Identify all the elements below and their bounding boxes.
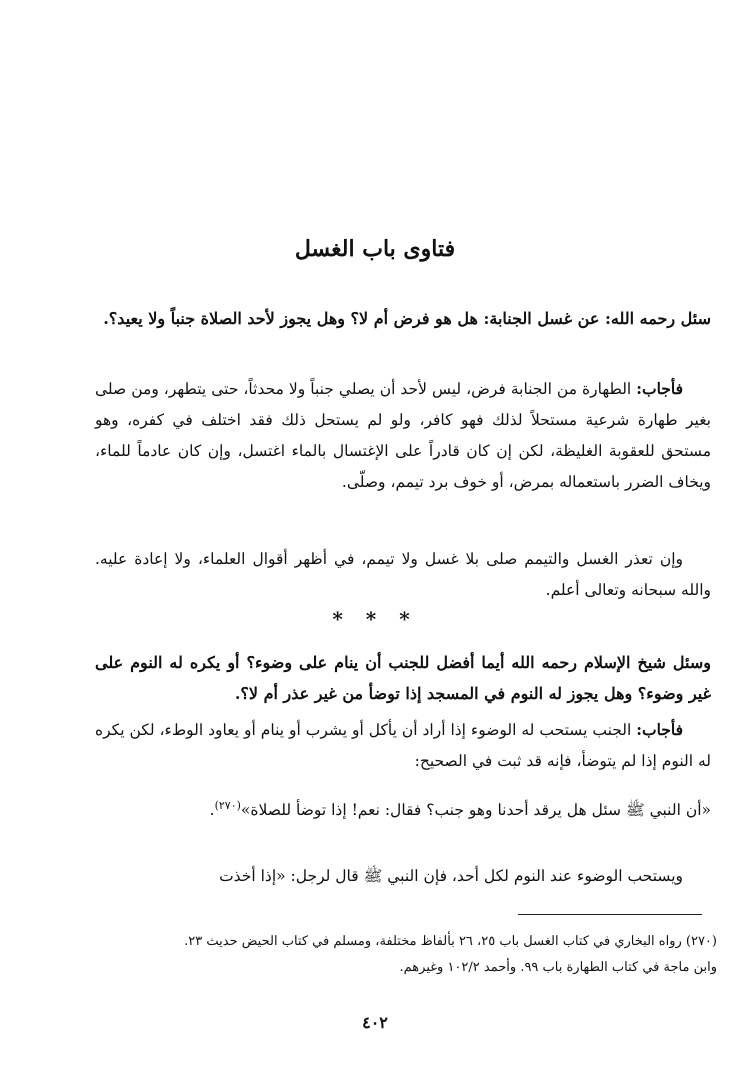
answer-1-lead: فأجاب:	[636, 379, 683, 398]
footnote-ref[interactable]: (٢٧٠)	[214, 799, 241, 812]
answer-2	[95, 714, 711, 777]
answer-1-text: الطهارة من الجنابة فرض، ليس لأحد أن يصلي جنباً ولا محدثاً، حتى يتطهر، ومن صلى بغير طهارة شرعية مستحلاً لذلك فهو كافر، ولو لم يستحل ذلك فقد اختلف في كفره، وهو مستحق للعقوبة الغليظة، لكن إن كان قادراً على الإغتسال بالماء اغتسل، وإن كان عادماً للماء، ويخاف الضرر باستعماله بمرض، أو خوف برد تيمم، وصلّى.	[95, 380, 711, 491]
question-2: وسئل شيخ الإسلام رحمه الله أيما أفضل للجنب أن ينام على وضوء؟ أو يكره له النوم على غير وضوء؟ وهل يجوز له النوم في المسجد إذا توضأ من غير عذر أم لا؟.	[95, 653, 711, 703]
section-separator: * * *	[332, 607, 418, 631]
footnote-line-2: وابن ماجة في كتاب الطهارة باب ٩٩. وأحمد ١٠٢/٢ وغيرهم.	[399, 960, 717, 975]
hadith-end: .	[209, 801, 215, 820]
question-1	[95, 303, 711, 334]
answer-2-text: الجنب يستحب له الوضوء إذا أراد أن يأكل أو يشرب أو ينام أو يعاود الوطء، لكن يكره له النوم إذا لم يتوضأ، فإنه قد ثبت في الصحيح:	[95, 721, 711, 770]
answer-2-lead: فأجاب:	[636, 720, 684, 739]
final-paragraph: ويستحب الوضوء عند النوم لكل أحد، فإن النبي ﷺ قال لرجل: «إذا أخذت	[219, 867, 683, 885]
hadith-text: «أن النبي ﷺ سئل هل يرقد أحدنا وهو جنب؟ فقال: نعم! إذا توضأ للصلاة»	[240, 801, 711, 820]
question-1-text: عن غسل الجنابة: هل هو فرض أم لا؟ وهل يجوز لأحد الصلاة جنباً ولا يعيد؟.	[103, 309, 600, 328]
footnote-line-1: (٢٧٠) رواه البخاري في كتاب الغسل باب ٢٥، ٢٦ بألفاظ مختلفة، ومسلم في كتاب الحيض حديث ٢٣.	[184, 934, 717, 949]
answer-1	[95, 373, 711, 498]
page-number: ٤٠٢	[362, 1013, 388, 1032]
footnote-divider	[518, 914, 702, 915]
answer-1-continued: وإن تعذر الغسل والتيمم صلى بلا غسل ولا تيمم، في أظهر أقوال العلماء، ولا إعادة عليه. والله سبحانه وتعالى أعلم.	[95, 550, 711, 599]
section-title: فتاوى باب الغسل	[294, 236, 456, 262]
question-1-lead: سئل رحمه الله:	[604, 309, 711, 328]
hadith-quote	[95, 790, 711, 826]
